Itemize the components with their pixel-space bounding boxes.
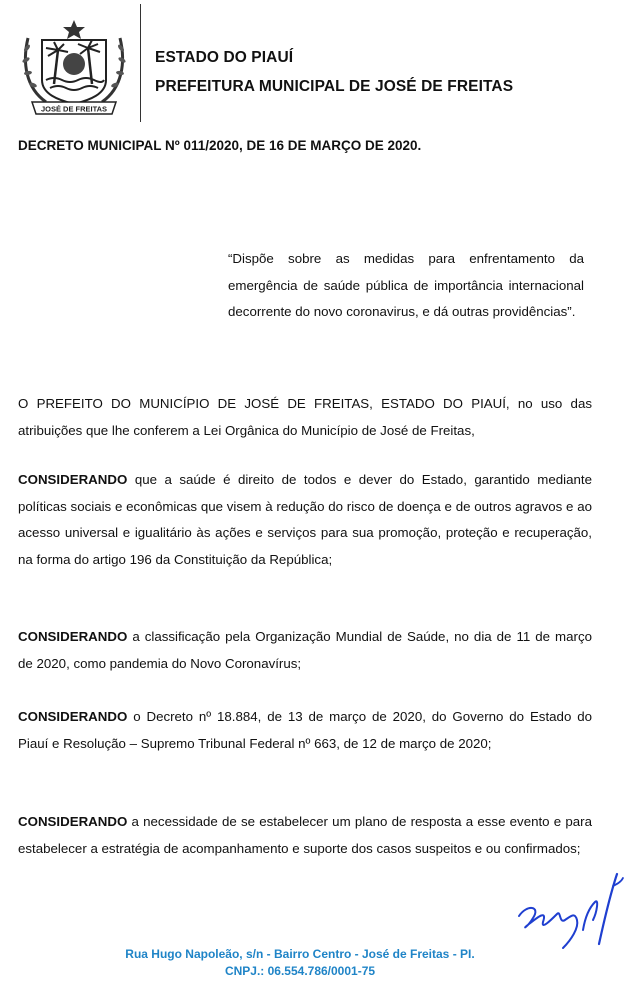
considerando-paragraph-1 (18, 467, 592, 573)
handwritten-signature (513, 868, 628, 953)
prefecture-name: PREFEITURA MUNICIPAL DE JOSÉ DE FREITAS (155, 78, 514, 95)
considerando-text: a necessidade de se estabelecer um plano de resposta a esse evento e para estabelecer a estratégia de acompanhamento e suporte dos casos suspeitos e ou confirmados; (18, 814, 592, 856)
considerando-text: que a saúde é direito de todos e dever do Estado, garantido mediante políticas sociais e econômicas que visem à redução do risco de doença e de outros agravos e ao acesso universal e igualitário às ações e serviços para sua promoção, proteção e recuperação, na forma do artigo 196 da Constituição da República; (18, 472, 592, 567)
considerando-label: CONSIDERANDO (18, 814, 128, 829)
decree-title: DECRETO MUNICIPAL Nº 011/2020, DE 16 DE MARÇO DE 2020. (18, 138, 422, 153)
considerando-text: o Decreto nº 18.884, de 13 de março de 2020, do Governo do Estado do Piauí e Resolução – Supremo Tribunal Federal nº 663, de 12 de março de 2020; (18, 709, 592, 751)
preamble-paragraph: O PREFEITO DO MUNICÍPIO DE JOSÉ DE FREITAS, ESTADO DO PIAUÍ, no uso das atribuições que lhe conferem a Lei Orgânica do Município de José de Freitas, (18, 396, 592, 438)
decree-ementa: “Dispõe sobre as medidas para enfrentamento da emergência de saúde pública de importância internacional decorrente do novo coronavirus, e dá outras providências”. (228, 251, 584, 319)
considerando-paragraph-3 (18, 704, 592, 757)
considerando-paragraph-4 (18, 809, 592, 862)
footer-address: Rua Hugo Napoleão, s/n - Bairro Centro - José de Freitas - PI. (125, 947, 475, 961)
considerando-text: a classificação pela Organização Mundial de Saúde, no dia de 11 de março de 2020, como pandemia do Novo Coronavírus; (18, 629, 592, 671)
municipal-seal-logo (18, 18, 130, 118)
considerando-label: CONSIDERANDO (18, 472, 128, 487)
svg-text:JOSÉ DE FREITAS: JOSÉ DE FREITAS (40, 104, 108, 114)
footer-cnpj: CNPJ.: 06.554.786/0001-75 (224, 964, 376, 978)
state-name: ESTADO DO PIAUÍ (155, 49, 294, 66)
letterhead (0, 0, 637, 125)
considerando-paragraph-2 (18, 624, 592, 677)
considerando-label: CONSIDERANDO (18, 629, 128, 644)
header-divider (140, 4, 141, 122)
considerando-label: CONSIDERANDO (18, 709, 128, 724)
